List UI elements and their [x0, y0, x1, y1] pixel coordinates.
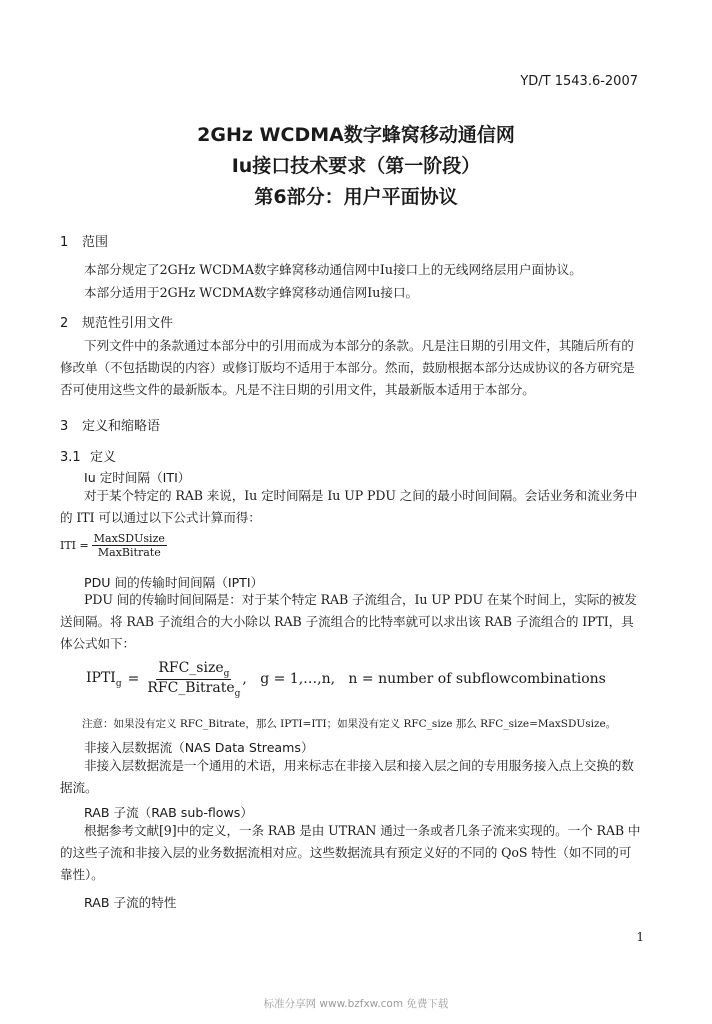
- footer-watermark: 标准分享网 www.bzfxw.com 免费下载: [263, 998, 449, 1010]
- note: 注意：如果没有定义 RFC_Bitrate，那么 IPTI=ITI；如果没有定义 RFC_size 那么 RFC_size=MaxSDUsize。: [82, 718, 617, 730]
- formula-lhs-text: IPTI: [86, 669, 116, 686]
- formula-fraction: [145, 660, 242, 699]
- section-3-1-heading: [60, 446, 116, 465]
- section-title: 规范性引用文件: [82, 316, 174, 331]
- section-2-heading: [60, 312, 173, 331]
- rab-sub-flows-definition: 根据参考文献[9]中的定义，一条 RAB 是由 UTRAN 通过一条或者几条子流来实现的。一个 RAB 中的这些子流和非接入层的业务数据流相对应。这些数据流具有预定义好的不同的 QoS 特性（如不同的可靠性）。: [60, 823, 641, 882]
- formula-numerator-text: RFC_size: [158, 660, 224, 676]
- formula-numerator: [156, 660, 231, 680]
- iti-definition: 对于某个特定的 RAB 来说，Iu 定时间隔是 Iu UP PDU 之间的最小时间间隔。会话业务和流业务中的 ITI 可以通过以下公式计算而得：: [60, 488, 638, 525]
- section-title: 定义: [90, 450, 117, 465]
- formula-lhs-subscript: g: [115, 678, 122, 689]
- section-number: 3.1: [60, 450, 81, 465]
- scope-paragraph-2: 本部分适用于2GHz WCDMA数字蜂窝移动通信网Iu接口。: [84, 285, 419, 300]
- section-title: 范围: [82, 235, 109, 250]
- standard-number: YD/T 1543.6-2007: [520, 74, 638, 89]
- page-number: 1: [636, 930, 644, 944]
- term-rab-sub-flows: RAB 子流（RAB sub-flows）: [84, 805, 253, 820]
- term-nas-data-streams: 非接入层数据流（NAS Data Streams）: [84, 740, 314, 755]
- ipti-formula: [86, 660, 606, 699]
- formula-equals: =: [127, 671, 140, 688]
- formula-lhs: [86, 670, 122, 689]
- section-1-heading: [60, 231, 108, 250]
- term-iti: Iu 定时间隔（ITI）: [84, 470, 191, 485]
- section-number: 1: [60, 235, 69, 250]
- ipti-definition: PDU 间的传输时间间隔是：对于某个特定 RAB 子流组合，Iu UP PDU 在某个时间上，实际的被发送间隔。将 RAB 子流组合的大小除以 RAB 子流组合的比特率就可以求出该 RAB 子流组合的 IPTI，具体公式如下：: [60, 592, 637, 651]
- section-number: 2: [60, 316, 69, 331]
- document-title-line-2: Iu接口技术要求（第一阶段）: [231, 155, 481, 177]
- formula-lhs: ITI =: [60, 539, 89, 552]
- formula-denominator-subscript: g: [234, 688, 241, 699]
- formula-denominator-text: RFC_Bitrate: [147, 679, 235, 696]
- term-ipti: PDU 间的传输时间间隔（IPTI）: [84, 575, 264, 590]
- iti-formula: [60, 532, 167, 559]
- normative-references-paragraph: 下列文件中的条款通过本部分中的引用而成为本部分的条款。凡是注日期的引用文件，其随后所有的修改单（不包括勘误的内容）或修订版均不适用于本部分。然而，鼓励根据本部分达成协议的各方研究是否可使用这些文件的最新版本。凡是不注日期的引用文件，其最新版本适用于本部分。: [60, 338, 635, 397]
- section-number: 3: [60, 419, 69, 434]
- nas-definition: 非接入层数据流是一个通用的术语，用来标志在非接入层和接入层之间的专用服务接入点上交换的数据流。: [60, 758, 634, 795]
- scope-paragraph-1: 本部分规定了2GHz WCDMA数字蜂窝移动通信网中Iu接口上的无线网络层用户面协议。: [84, 262, 582, 277]
- section-3-heading: [60, 415, 160, 434]
- formula-numerator: MaxSDUsize: [93, 532, 165, 545]
- formula-denominator: MaxBitrate: [97, 546, 161, 559]
- formula-range: , g = 1,…,n, n = number of subflowcombinations: [242, 671, 606, 688]
- formula-fraction: [92, 532, 167, 559]
- document-title-line-3: 第6部分：用户平面协议: [254, 186, 458, 208]
- formula-numerator-subscript: g: [223, 668, 230, 679]
- section-title: 定义和缩略语: [82, 419, 161, 434]
- document-title-line-1: 2GHz WCDMA数字蜂窝移动通信网: [197, 124, 515, 146]
- term-rab-sub-flow-characteristics: RAB 子流的特性: [84, 895, 177, 910]
- formula-denominator: [145, 680, 242, 699]
